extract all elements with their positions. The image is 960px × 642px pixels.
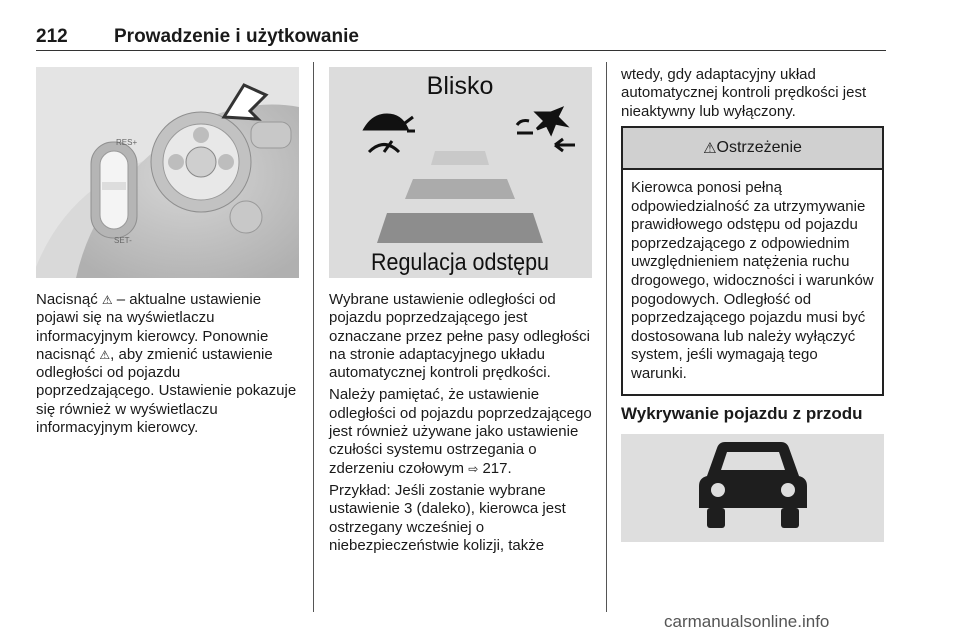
warning-header: [623, 128, 882, 170]
gap-icon: ⚠: [99, 347, 111, 362]
distance-bar-3: [377, 213, 543, 243]
warning-body: Kierowca ponosi pełną odpowiedzialność za utrzymywanie prawidłowego odstępu od pojazdu poprzedzającego z odpowiednim uwzględnieniem natężenia ruchu drogowego, widoczności i warunków pogodowych. Odległość od poprzedzającego pojazdu musi być dostosowana lub należy wyłączyć system, jeśli wymagają tego warunki.: [631, 179, 874, 382]
column-divider: [313, 62, 314, 612]
steering-wheel-figure: [36, 67, 299, 278]
instruction-paragraph: Nacisnąć ⚠ – aktualne ustawienie pojawi się na wyświetlaczu informacyjnym kierowcy. Ponownie nacisnąć ⚠, aby zmienić ustawienie odległości od pojazdu poprzedzającego. Ustawienie pokazuje się również w wyświetlaczu informacyjnym kierowcy.: [36, 291, 297, 437]
limiter-button: [218, 154, 234, 170]
watermark: carmanualsonline.info: [664, 612, 830, 631]
column-2: [329, 291, 592, 559]
column-3: [621, 66, 886, 125]
paragraph: Należy pamiętać, że ustawienie odległości od pojazdu poprzedzającego jest również używane jako ustawienie czułości systemu ostrzegania o zderzeniu czołowym ⇨ 217.: [329, 386, 592, 477]
distance-bar-1: [431, 151, 489, 165]
distance-bar-2: [405, 179, 515, 199]
cruise-button: [168, 154, 184, 170]
page-reference-icon: ⇨: [468, 461, 479, 476]
header-rule: [36, 50, 886, 51]
warning-box: [621, 126, 884, 396]
column-1: [36, 291, 299, 441]
steering-wheel-illustration: [36, 67, 299, 278]
paragraph: wtedy, gdy adaptacyjny układ automatycznej kontroli prędkości jest nieaktywny lub wyłączony.: [621, 66, 867, 120]
vehicle-ahead-icon: [621, 434, 884, 542]
gap-control-label: Regulacja odstępu: [371, 249, 549, 276]
section-heading: Wykrywanie pojazdu z przodu: [621, 404, 863, 423]
res-label: RES+: [116, 138, 138, 147]
gap-close-label: Blisko: [426, 72, 494, 100]
paragraph: Przykład: Jeśli zostanie wybrane ustawienie 3 (daleko), kierowca jest ostrzegany wcześniej o niebezpieczeństwie kolizji, także: [329, 481, 566, 554]
set-label: SET-: [114, 236, 132, 245]
vehicle-detection-figure: [621, 434, 884, 542]
page-title: Prowadzenie i użytkowanie: [114, 26, 359, 47]
gap-button: [193, 127, 209, 143]
gap-icon: ⚠: [101, 293, 113, 307]
gap-display-figure: [329, 67, 592, 278]
paragraph: Wybrane ustawienie odległości od pojazdu poprzedzającego jest oznaczane przez pełne pasy odległości na stronie adaptacyjnego układu automatycznej kontroli prędkości.: [329, 291, 590, 382]
column-divider: [606, 62, 607, 612]
page-number: 212: [36, 26, 68, 47]
warning-icon: ⚠: [703, 139, 717, 157]
warning-title: Ostrzeżenie: [716, 139, 802, 156]
